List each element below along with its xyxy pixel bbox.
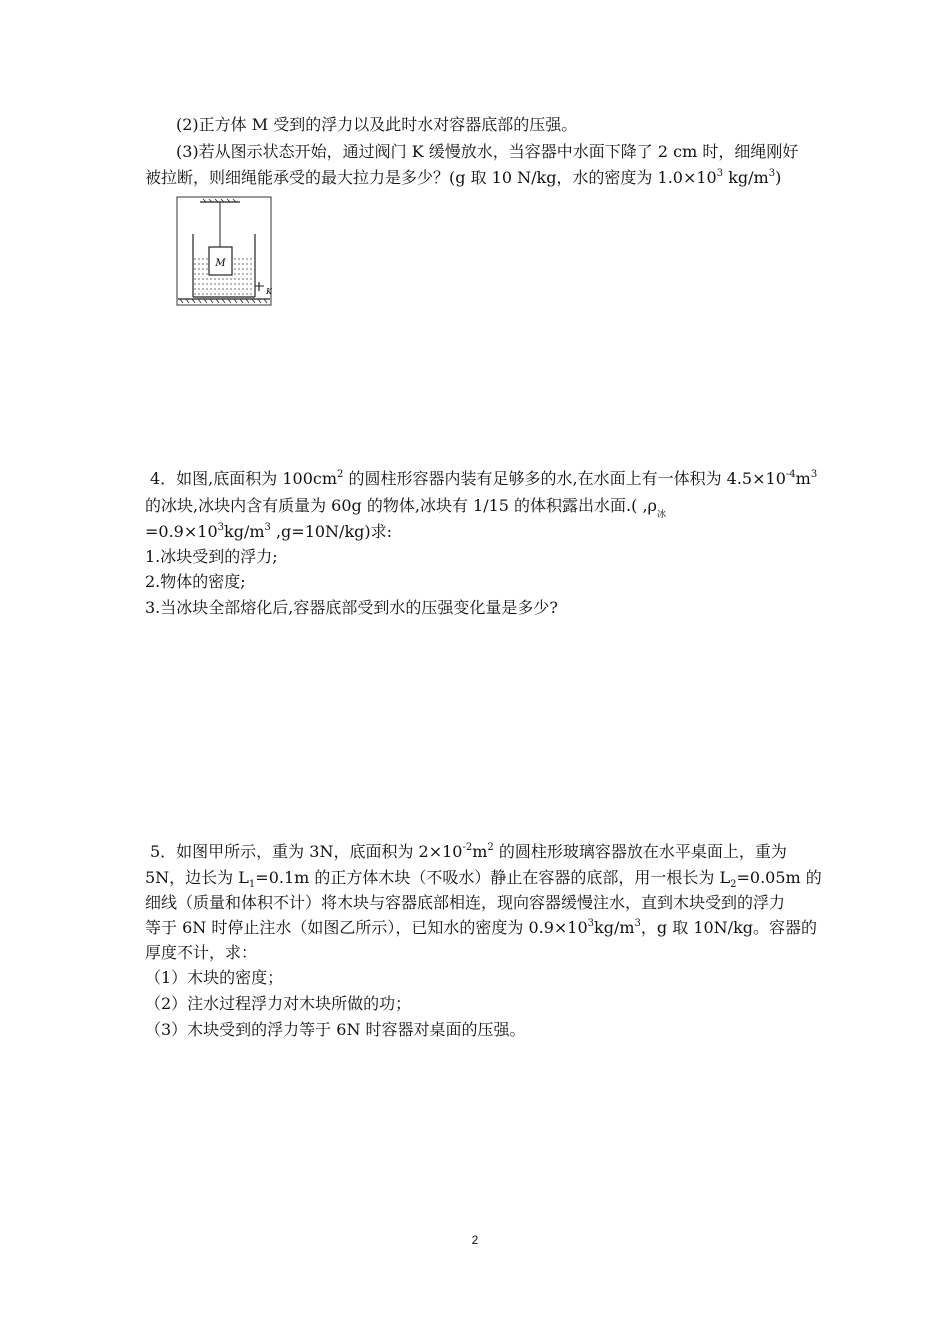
q5-item1: （1）木块的密度；	[145, 968, 284, 987]
q4-line1-b: 的圆柱形容器内装有足够多的水,在水面上有一体积为 4.5×10	[343, 469, 786, 488]
q3-part3-line1-text: (3)若从图示状态开始，通过阀门 K 缓慢放水，当容器中水面下降了 2 cm 时，细绳刚好	[176, 142, 799, 161]
cube-label: M	[215, 258, 226, 269]
q5-line4-c: ，g 取 10N/kg。容器的	[640, 918, 818, 937]
superscript: 3	[768, 168, 776, 179]
q4-line3	[145, 521, 392, 546]
q4-line3-c: ,g=10N/kg)求:	[270, 522, 393, 541]
superscript: 2	[337, 469, 344, 480]
superscript: 3	[587, 918, 595, 929]
q3-part2-text: (2)正方体 M 受到的浮力以及此时水对容器底部的压强。	[176, 115, 578, 134]
q5-line1-c: 的圆柱形玻璃容器放在水平桌面上，重为	[493, 842, 787, 861]
q5-line3: 细线（质量和体积不计）将木块与容器底部相连，现向容器缓慢注水，直到木块受到的浮力	[145, 893, 786, 912]
container-figure	[176, 196, 272, 306]
subscript: 2	[730, 879, 737, 890]
subscript: 1	[248, 879, 256, 890]
q5-line1	[150, 841, 787, 866]
q4-line2-a: 的冰块,冰块内含有质量为 60g 的物体,冰块有 1/15 的体积露出水面.( ,ρ	[145, 496, 657, 515]
q5-line4-b: kg/m	[594, 918, 635, 937]
q4-line1	[150, 468, 817, 493]
superscript: 3	[217, 522, 224, 533]
q4-line3-b: kg/m	[224, 522, 265, 541]
superscript: 3	[264, 522, 271, 533]
q4-item2: 2.物体的密度;	[145, 572, 246, 591]
q4-item1: 1.冰块受到的浮力;	[145, 547, 278, 566]
q3-part3-line1	[176, 141, 798, 163]
q5-line1-a: 5．如图甲所示，重为 3N，底面积为 2×10	[150, 842, 463, 861]
q4-line1-a: 4．如图,底面积为 100cm	[150, 469, 338, 488]
closing-paren: )	[775, 168, 782, 187]
q4-line3-a: =0.9×10	[145, 522, 218, 541]
superscript: 3	[716, 168, 724, 179]
superscript: 3	[810, 469, 818, 480]
q5-line2-b: =0.1m 的正方体木块（不吸水）静止在容器的底部，用一根长为 L	[255, 868, 731, 887]
superscript: -4	[785, 469, 796, 480]
q3-part3-line2	[145, 167, 781, 192]
subscript: 冰	[656, 510, 666, 520]
q5-line2-c: =0.05m 的	[736, 868, 822, 887]
q5-item2: （2）注水过程浮力对木块所做的功；	[145, 994, 412, 1013]
superscript: 3	[634, 918, 641, 929]
page-number: 2	[471, 1233, 479, 1247]
q5-item3: （3）木块受到的浮力等于 6N 时容器对桌面的压强。	[145, 1020, 526, 1039]
superscript: -2	[462, 842, 473, 853]
q4-line1-c: m	[795, 469, 811, 488]
q5-line2	[145, 867, 822, 892]
q5-line1-b: m	[472, 842, 488, 861]
q5-line5: 厚度不计，求：	[145, 943, 258, 962]
superscript: 2	[487, 842, 494, 853]
q5-line4	[145, 917, 817, 942]
q5-line4-a: 等于 6N 时停止注水（如图乙所示），已知水的密度为 0.9×10	[145, 918, 588, 937]
q5-line2-a: 5N，边长为 L	[145, 868, 249, 887]
q3-part2	[176, 114, 577, 136]
unit-text: kg/m	[723, 168, 769, 187]
ground-hatch	[180, 299, 267, 303]
q3-part3-line2-text: 被拉断，则细绳能承受的最大拉力是多少？(g 取 10 N/kg，水的密度为 1.0×10	[145, 168, 717, 187]
q4-item3: 3.当冰块全部熔化后,容器底部受到水的压强变化量是多少?	[145, 598, 558, 617]
valve-label: K	[266, 287, 272, 296]
q4-line2	[145, 495, 666, 520]
